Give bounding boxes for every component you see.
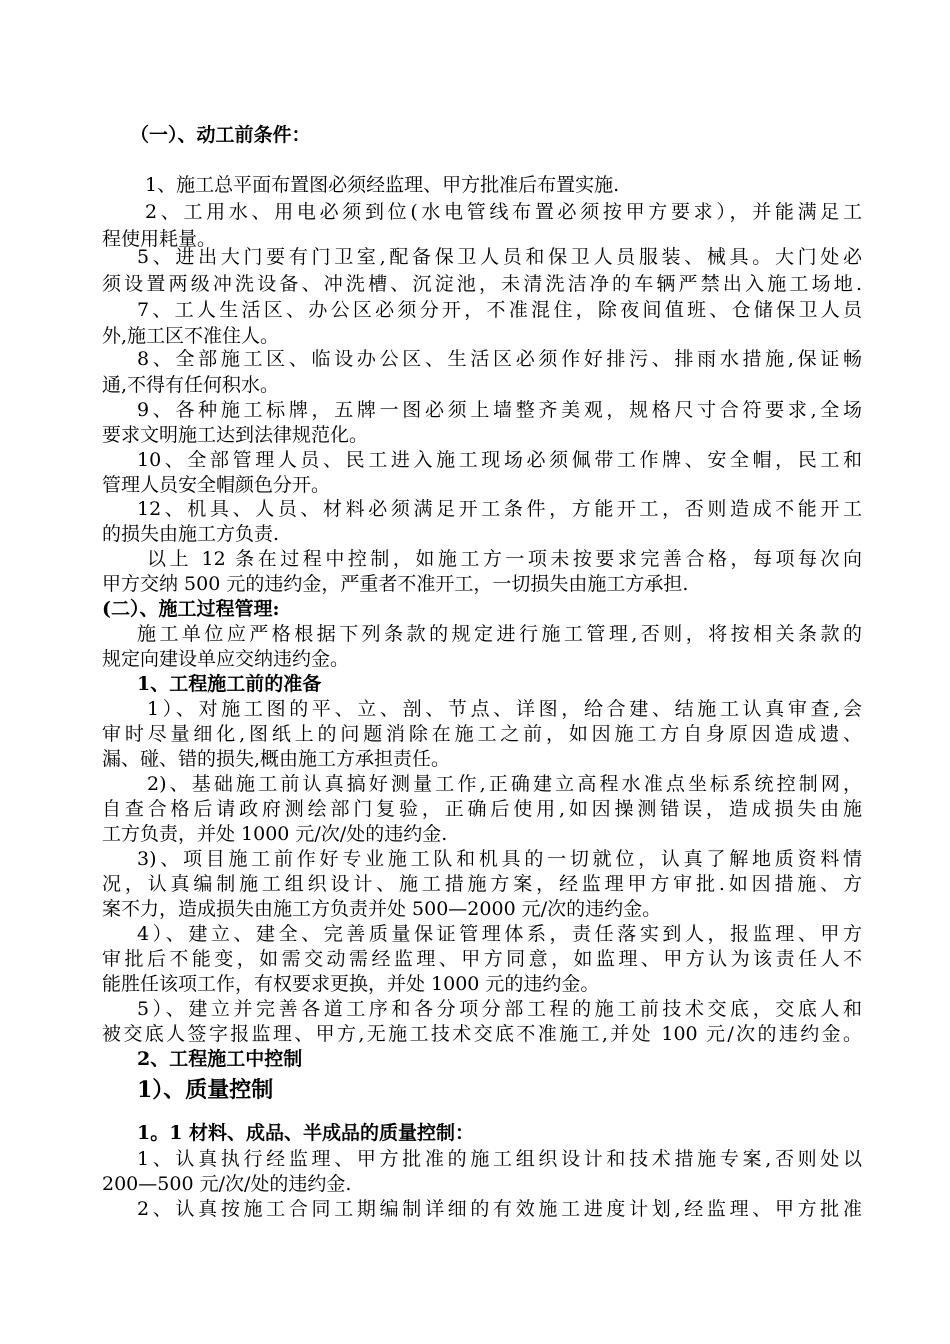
- paragraph-line: 3)、项目施工前作好专业施工队和机具的一切就位，认真了解地质资料情: [137, 848, 862, 870]
- paragraph-line: 工方负责，并处 1000 元/次/处的违约金.: [102, 823, 448, 845]
- paragraph-line: 被交底人签字报监理、甲方,无施工技术交底不准施工,并处 100 元/次的违约金。: [102, 1023, 862, 1045]
- paragraph-line: 自查合格后请政府测绘部门复验，正确后使用,如因操测错误，造成损失由施: [102, 798, 862, 820]
- paragraph-line: 8、全部施工区、临设办公区、生活区必须作好排污、排雨水措施,保证畅: [137, 348, 862, 370]
- paragraph-line: 1、认真执行经监理、甲方批准的施工组织设计和技术措施专案,否则处以: [137, 1148, 862, 1170]
- paragraph-line: 2)、基础施工前认真搞好测量工作,正确建立高程水准点坐标系统控制网，: [147, 773, 862, 795]
- paragraph-line: 7、工人生活区、办公区必须分开，不准混住，除夜间值班、仓储保卫人员: [137, 299, 862, 321]
- paragraph-line: 能胜任该项工作，有权要求更换，并处 1000 元的违约金。: [102, 973, 600, 995]
- paragraph-line: 2、工用水、用电必须到位(水电管线布置必须按甲方要求），并能满足工: [145, 201, 862, 223]
- paragraph-line: 以上 12 条在过程中控制，如施工方一项未按要求完善合格，每项每次向: [147, 548, 862, 570]
- heading-section-2: (二）、施工过程管理:: [102, 598, 280, 620]
- heading-subsection-2: 2、工程施工中控制: [137, 1048, 303, 1070]
- paragraph-line: 9、各种施工标牌，五牌一图必须上墙整齐美观，规格尺寸合符要求,全场: [137, 399, 862, 421]
- paragraph-line: 1）、对施工图的平、立、剖、节点、详图，给合建、结施工认真审查,会: [147, 698, 862, 720]
- paragraph-line: 通,不得有任何积水。: [102, 374, 280, 396]
- heading-quality-control: 1）、质量控制: [137, 1077, 274, 1103]
- paragraph-line: 审批后不能变，如需交动需经监理、甲方同意，如监理、甲方认为该责任人不: [102, 948, 862, 970]
- paragraph-line: 4）、建立、建全、完善质量保证管理体系，责任落实到人，报监理、甲方: [137, 923, 862, 945]
- paragraph-line: 甲方交纳 500 元的违约金，严重者不准开工，一切损失由施工方承担.: [102, 573, 689, 595]
- paragraph-line: 管理人员安全帽颜色分开。: [102, 474, 331, 496]
- paragraph-line: 施工单位应严格根据下列条款的规定进行施工管理,否则，将按相关条款的: [137, 623, 862, 645]
- paragraph-line: 2、认真按施工合同工期编制详细的有效施工进度计划,经监理、甲方批准: [137, 1198, 862, 1220]
- paragraph-line: 外,施工区不准住人。: [102, 325, 280, 347]
- paragraph-line: 10、全部管理人员、民工进入施工现场必须佩带工作牌、安全帽，民工和: [137, 449, 862, 471]
- paragraph-line: 1、施工总平面布置图必须经监理、甲方批准后布置实施.: [145, 174, 620, 196]
- heading-section-1: （一）、动工前条件：: [130, 124, 311, 146]
- paragraph-line: 5）、建立并完善各道工序和各分项分部工程的施工前技术交底，交底人和: [137, 998, 862, 1020]
- paragraph-line: 200—500 元/次/处的违约金.: [102, 1173, 352, 1195]
- paragraph-line: 程使用耗量。: [102, 228, 217, 250]
- paragraph-line: 的损失由施工方负责.: [102, 523, 280, 545]
- paragraph-line: 须设置两级冲洗设备、冲洗槽、沉淀池，未清洗洁净的车辆严禁出入施工场地.: [102, 273, 862, 295]
- paragraph-line: 漏、碰、错的损失,概由施工方承担责任。: [102, 748, 451, 770]
- paragraph-line: 案不力，造成损失由施工方负责并处 500—2000 元/次的违约金。: [102, 898, 662, 920]
- paragraph-line: 规定向建设单应交纳违约金。: [102, 648, 350, 670]
- paragraph-line: 审时尽量细化,图纸上的问题消除在施工之前，如因施工方自身原因造成遗、: [102, 723, 862, 745]
- heading-subsection-1: 1、工程施工前的准备: [137, 673, 322, 695]
- heading-materials-control: 1。1 材料、成品、半成品的质量控制：: [137, 1122, 475, 1144]
- paragraph-line: 5、进出大门要有门卫室,配备保卫人员和保卫人员服装、械具。大门处必: [137, 246, 862, 268]
- paragraph-line: 况，认真编制施工组织设计、施工措施方案，经监理甲方审批.如因措施、方: [102, 873, 862, 895]
- paragraph-line: 12、机具、人员、材料必须满足开工条件，方能开工，否则造成不能开工: [137, 498, 862, 520]
- paragraph-line: 要求文明施工达到法律规范化。: [102, 424, 369, 446]
